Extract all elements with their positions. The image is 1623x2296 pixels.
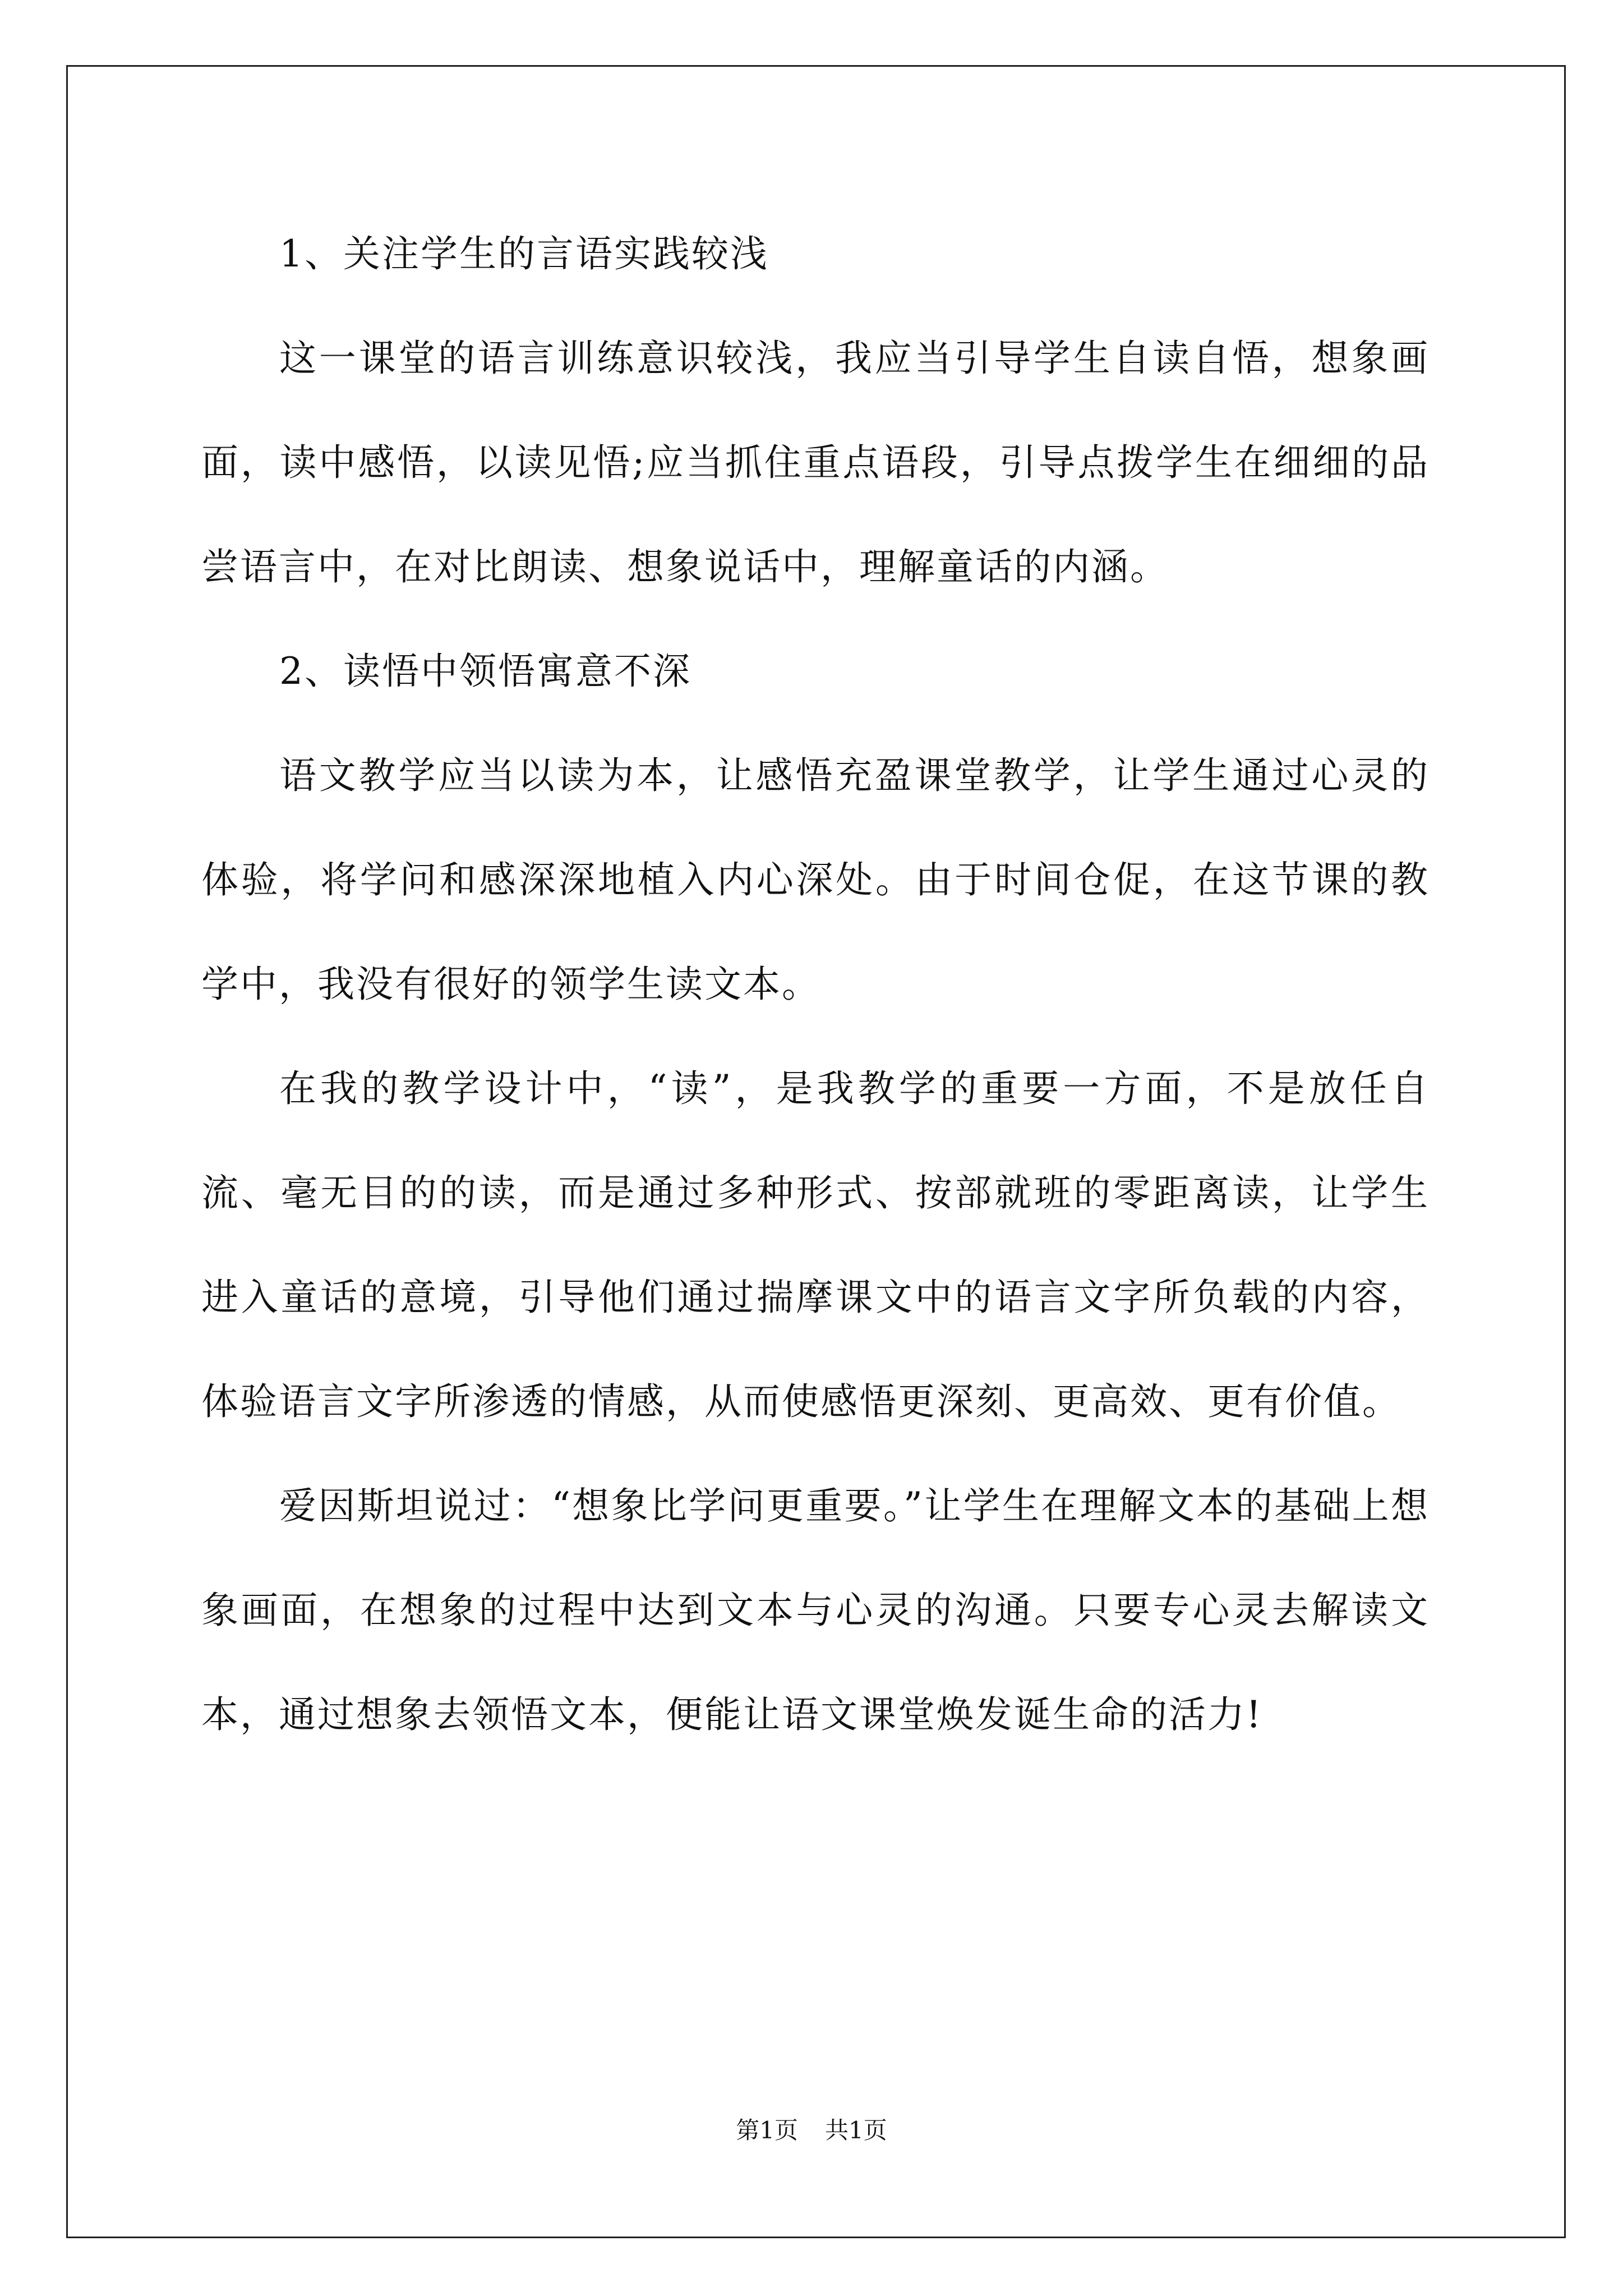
heading-2: 2、读悟中领悟寓意不深: [279, 650, 691, 693]
paragraph: 这一课堂的语言训练意识较浅，我应当引导学生自读自悟，想象画面，读中感悟，以读见悟;应当抓住重点语段，引导点拨学生在细细的品尝语言中，在对比朗读、想象说话中，理解童话的内涵。: [201, 337, 1430, 588]
heading-1: 1、关注学生的言语实践较浅: [279, 232, 769, 275]
paragraph: 在我的教学设计中，“读”，是我教学的重要一方面，不是放任自流、毫无目的的读，而是通过多种形式、按部就班的零距离读，让学生进入童话的意境，引导他们通过揣摩课文中的语言文字所负载的内容，体验语言文字所渗透的情感，从而使感悟更深刻、更高效、更有价值。: [201, 1067, 1430, 1423]
document-body: [201, 202, 1430, 1767]
paragraph: 语文教学应当以读为本，让感悟充盈课堂教学，让学生通过心灵的体验，将学问和感深深地植入内心深处。由于时间仓促，在这节课的教学中，我没有很好的领学生读文本。: [201, 754, 1430, 1006]
page-total: 共1页: [825, 2116, 887, 2144]
page-footer: [0, 2114, 1623, 2147]
paragraph: 爱因斯坦说过：“想象比学问更重要。”让学生在理解文本的基础上想象画面，在想象的过程中达到文本与心灵的沟通。只要专心灵去解读文本，通过想象去领悟文本，便能让语文课堂焕发诞生命的活力!: [201, 1484, 1430, 1736]
page-number: 第1页: [736, 2116, 798, 2144]
